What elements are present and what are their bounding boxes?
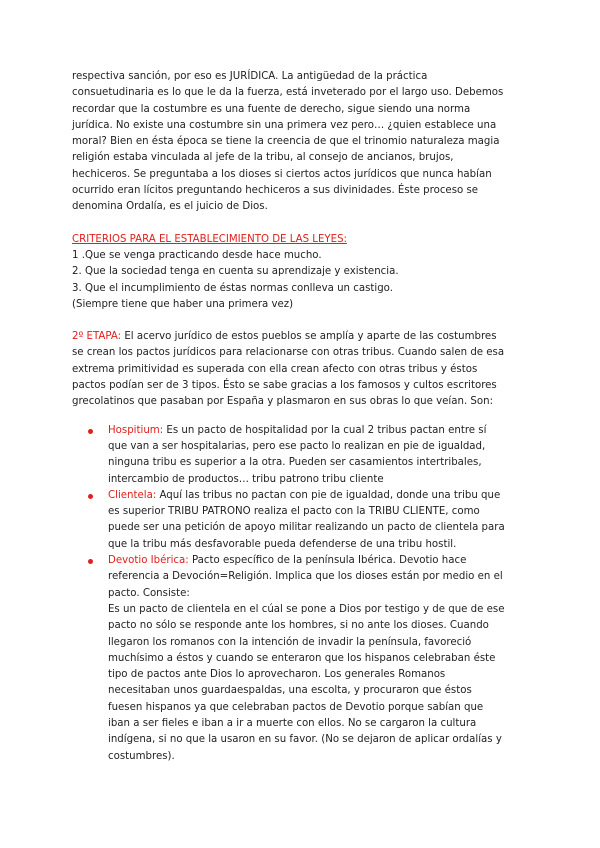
text-line xyxy=(108,553,534,569)
text-line: muchísimo a éstos y cuando se enteraron que los hispanos celebraban éste xyxy=(108,652,496,664)
text-line: extrema primitividad es superada con ella crean afecto con otras tribus y éstos xyxy=(72,363,478,375)
pactos-list xyxy=(72,423,534,765)
text-line: religión estaba vinculada al jefe de la tribu, al consejo de ancianos, brujos, xyxy=(72,152,454,164)
criterio-item: 3. Que el incumplimiento de éstas normas conlleva un castigo. xyxy=(72,282,393,294)
etapa2-first-line: El acervo jurídico de estos pueblos se amplía y aparte de las costumbres xyxy=(121,331,497,343)
bullet-term: Clientela: xyxy=(108,489,157,501)
text-line xyxy=(108,423,534,439)
list-item-clientela xyxy=(72,488,534,553)
criterios-heading: CRITERIOS PARA EL ESTABLECIMIENTO DE LAS LEYES: xyxy=(72,233,347,245)
text-line: consuetudinaria es lo que le da la fuerza, está inveterado por el largo uso. Debemos xyxy=(72,87,504,99)
text-line: intercambio de productos… tribu patrono tribu cliente xyxy=(108,473,384,485)
bullet-icon xyxy=(88,429,93,434)
text-line: es superior TRIBU PATRONO realiza el pacto con la TRIBU CLIENTE, como xyxy=(108,506,480,518)
etapa2-paragraph xyxy=(72,329,534,410)
text-line: llegaron los romanos con la intención de invadir la península, favoreció xyxy=(108,636,472,648)
text-line: respectiva sanción, por eso es JURÍDICA. La antigüedad de la práctica xyxy=(72,71,428,82)
bullet-first-line: Es un pacto de hospitalidad por la cual 2 tribus pactan entre sí xyxy=(163,424,487,436)
bullet-icon xyxy=(88,559,93,564)
bullet-first-line: Aquí las tribus no pactan con pie de igualdad, donde una tribu que xyxy=(156,489,501,501)
text-line: grecolatinos que pasaban por España y plasmaron en sus obras lo que veían. Son: xyxy=(72,396,494,408)
bullet-term: Hospitium: xyxy=(108,424,164,436)
text-line: pactos podían ser de 3 tipos. Ésto se sabe gracias a los famosos y cultos escritores xyxy=(72,380,497,392)
text-line: referencia a Devoción=Religión. Implica que los dioses están por medio en el xyxy=(108,571,503,583)
text-line: costumbres). xyxy=(108,750,175,762)
text-line: ocurrido eran lícitos preguntando hechiceros a sus divinidades. Éste proceso se xyxy=(72,185,479,197)
criterio-item: 2. Que la sociedad tenga en cuenta su aprendizaje y existencia. xyxy=(72,266,399,278)
text-line: hechiceros. Se preguntaba a los dioses si ciertos actos jurídicos que nunca habían xyxy=(72,168,492,180)
text-line: puede ser una petición de apoyo militar realizando un pacto de clientela para xyxy=(108,522,505,534)
text-line: que van a ser hospitalarias, pero ese pacto lo realizan en pie de igualdad, xyxy=(108,440,486,452)
list-item-devotio xyxy=(72,553,534,765)
criterio-item: 1 .Que se venga practicando desde hace mucho. xyxy=(72,249,322,261)
text-line: fuesen hispanos ya que celebraban pactos de Devotio porque sabían que xyxy=(108,701,484,713)
bullet-icon xyxy=(88,494,93,499)
criterio-note: (Siempre tiene que haber una primera vez) xyxy=(72,298,294,310)
etapa2-label: 2º ETAPA: xyxy=(72,331,122,343)
text-line: pacto. Consiste: xyxy=(108,587,190,599)
text-line: moral? Bien en ésta época se tiene la creencia de que el trinomio naturaleza magia xyxy=(72,136,500,148)
text-line: recordar que la costumbre es una fuente de derecho, sigue siendo una norma xyxy=(72,103,471,115)
text-line: tipo de pactos ante Dios lo aprovecharon. Los generales Romanos xyxy=(108,669,446,681)
text-line: que la tribu más desfavorable pueda defenderse de una tribu hostil. xyxy=(108,538,457,550)
bullet-first-line: Pacto específico de la península Ibérica. Devotio hace xyxy=(188,555,467,567)
criterios-section xyxy=(72,232,534,313)
text-line: ninguna tribu es superior a la otra. Pueden ser casamientos intertribales, xyxy=(108,457,482,469)
document-body xyxy=(72,69,534,765)
text-line: pacto no sólo se responde ante los hombres, si no ante los dioses. Cuando xyxy=(108,620,489,632)
text-line: Es un pacto de clientela en el cúal se pone a Dios por testigo y de que de ese xyxy=(108,603,505,615)
text-line: necesitaban unos guardaespaldas, una escolta, y procuraron que éstos xyxy=(108,685,472,697)
text-line: iban a ser fieles e iban a ir a muerte con ellos. No se cargaron la cultura xyxy=(108,717,477,729)
list-item-hospitium xyxy=(72,423,534,488)
text-line: jurídica. No existe una costumbre sin una primera vez pero… ¿quien establece una xyxy=(72,119,497,131)
text-line: indígena, si no que la usaron en su favor. (No se dejaron de aplicar ordalías y xyxy=(108,734,502,746)
spacer xyxy=(72,313,534,329)
text-line xyxy=(108,488,534,504)
spacer xyxy=(72,216,534,232)
text-line: denomina Ordalía, es el juicio de Dios. xyxy=(72,201,268,213)
bullet-term: Devotio Ibérica: xyxy=(108,555,189,567)
text-line: se crean los pactos jurídicos para relacionarse con otras tribus. Cuando salen de esa xyxy=(72,347,505,359)
intro-paragraph xyxy=(72,69,534,216)
text-line xyxy=(72,329,534,345)
